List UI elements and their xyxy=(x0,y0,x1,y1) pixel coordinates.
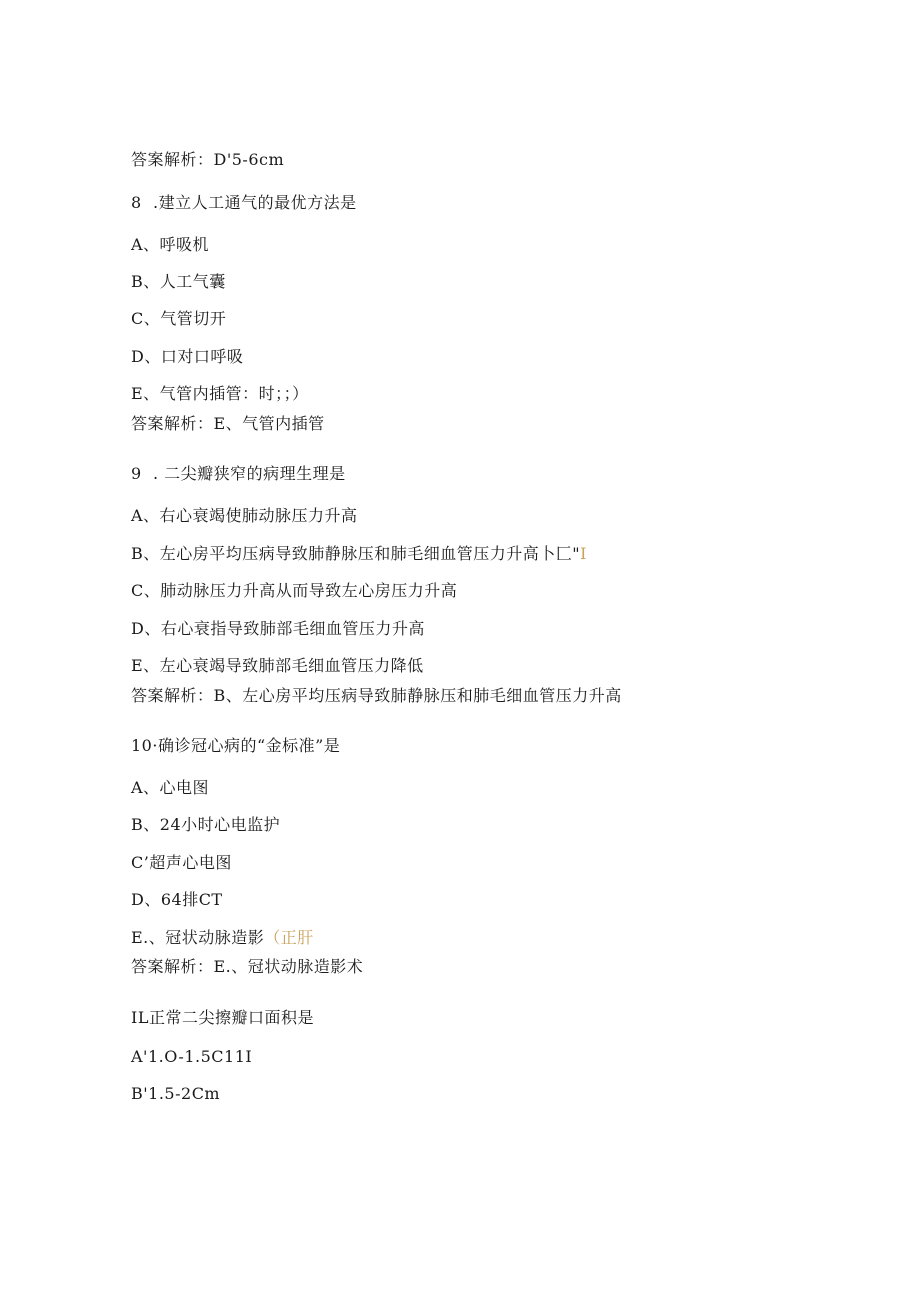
q9-option-b-mark: I xyxy=(580,544,587,563)
q9-option-b xyxy=(131,544,587,564)
q10-option-a: A、心电图 xyxy=(131,778,210,797)
q11-option-b: B'1.5-2Cm xyxy=(131,1084,221,1103)
q8-option-c: C、气管切开 xyxy=(131,309,227,328)
q8-option-d: D、口对口呼吸 xyxy=(131,347,244,366)
q9-option-c: C、肺动脉压力升高从而导致左心房压力升高 xyxy=(131,581,458,600)
q9-number: 9 xyxy=(131,464,142,483)
q9-option-d: D、右心衰指导致肺部毛细血管压力升高 xyxy=(131,619,425,638)
q10-stem: 10·确诊冠心病的“金标准”是 xyxy=(131,736,341,755)
q11-stem: IL正常二尖擦瓣口面积是 xyxy=(131,1008,314,1027)
q10-option-d: D、64排CT xyxy=(131,890,223,909)
q10-option-c: C’超声心电图 xyxy=(131,853,232,872)
q8-answer: 答案解析：E、气管内插管 xyxy=(131,414,325,433)
q9-option-b-text: B、左心房平均压病导致肺静脉压和肺毛细血管压力升高卜匚" xyxy=(131,544,581,563)
q8-number: 8 xyxy=(131,193,142,212)
q11-option-a: A'1.O-1.5C11I xyxy=(131,1047,253,1066)
q10-answer: 答案解析：E.、冠状动脉造影术 xyxy=(131,957,364,976)
q8-stem-text: .建立人工通气的最优方法是 xyxy=(153,193,357,212)
q10-option-e-mark: （正肝 xyxy=(264,928,314,947)
q10-option-b: B、24小时心电监护 xyxy=(131,815,281,834)
q8-option-a: A、呼吸机 xyxy=(131,235,210,254)
q10-option-e-text: E.、冠状动脉造影 xyxy=(131,928,265,947)
q9-option-a: A、右心衰竭使肺动脉压力升高 xyxy=(131,506,358,525)
q7-answer: 答案解析：D'5-6cm xyxy=(131,150,285,169)
q10-option-e xyxy=(131,928,314,948)
q9-stem-text: . 二尖瓣狭窄的病理生理是 xyxy=(153,464,346,483)
q8-stem xyxy=(131,193,357,213)
q8-option-e: E、气管内插管：时；；） xyxy=(131,384,309,403)
q8-option-b: B、人工气囊 xyxy=(131,272,226,291)
q9-option-e: E、左心衰竭导致肺部毛细血管压力降低 xyxy=(131,656,424,675)
q9-stem xyxy=(131,464,346,484)
q9-answer: 答案解析：B、左心房平均压病导致肺静脉压和肺毛细血管压力升高 xyxy=(131,686,622,705)
